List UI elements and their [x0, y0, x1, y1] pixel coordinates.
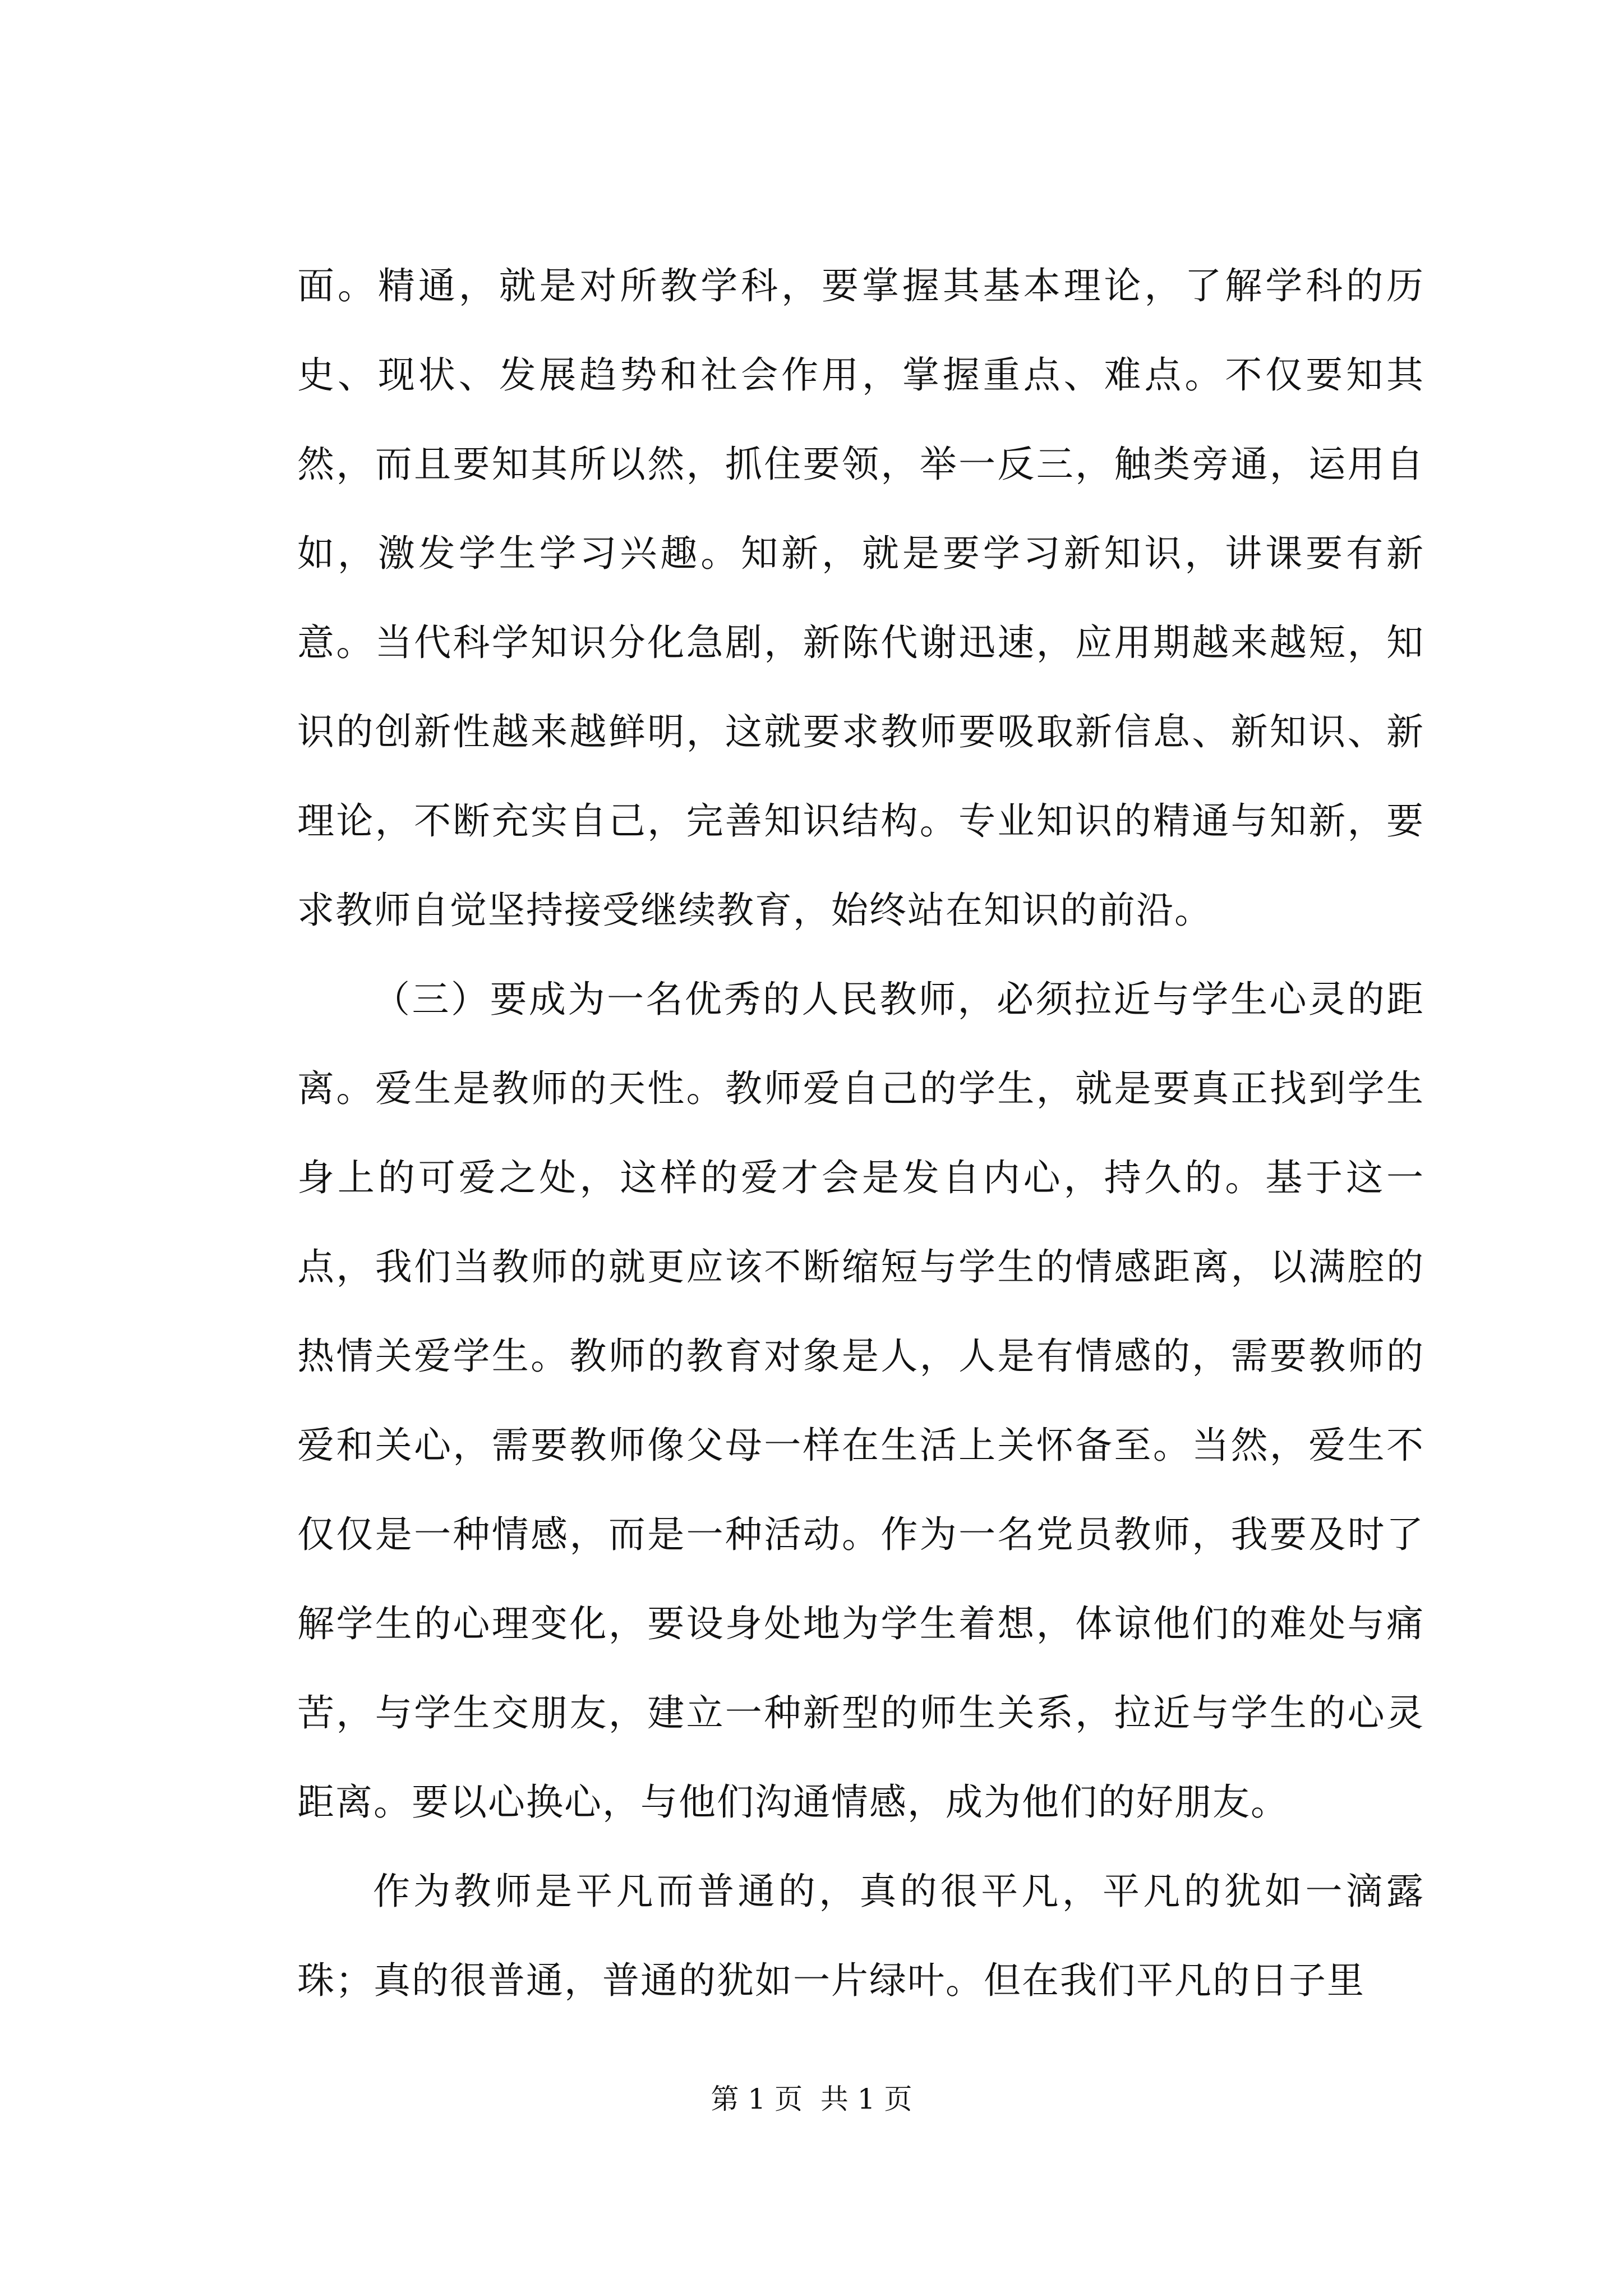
paragraph-section-three: （三）要成为一名优秀的人民教师，必须拉近与学生心灵的距离。爱生是教师的天性。教师爱自己的学生，就是要真正找到学生身上的可爱之处，这样的爱才会是发自内心，持久的。基于这一点，我们当教师的就更应该不断缩短与学生的情感距离，以满腔的热情关爱学生。教师的教育对象是人，人是有情感的，需要教师的爱和关心，需要教师像父母一样在生活上关怀备至。当然，爱生不仅仅是一种情感，而是一种活动。作为一名党员教师，我要及时了解学生的心理变化，要设身处地为学生着想，体谅他们的难处与痛苦，与学生交朋友，建立一种新型的师生关系，拉近与学生的心灵距离。要以心换心，与他们沟通情感，成为他们的好朋友。 [297, 978, 1424, 1824]
paragraph-closing: 作为教师是平凡而普通的，真的很平凡，平凡的犹如一滴露珠；真的很普通，普通的犹如一片绿叶。但在我们平凡的日子里 [297, 1870, 1424, 2002]
page-footer: 第 1 页 共 1 页 [711, 2083, 912, 2115]
paragraph-continued: 面。精通，就是对所教学科，要掌握其基本理论，了解学科的历史、现状、发展趋势和社会作用，掌握重点、难点。不仅要知其然，而且要知其所以然，抓住要领，举一反三，触类旁通，运用自如，激发学生学习兴趣。知新，就是要学习新知识，讲课要有新意。当代科学知识分化急剧，新陈代谢迅速，应用期越来越短，知识的创新性越来越鲜明，这就要求教师要吸取新信息、新知识、新理论，不断充实自己，完善知识结构。专业知识的精通与知新，要求教师自觉坚持接受继续教育，始终站在知识的前沿。 [297, 264, 1424, 932]
document-body [297, 241, 1424, 2025]
